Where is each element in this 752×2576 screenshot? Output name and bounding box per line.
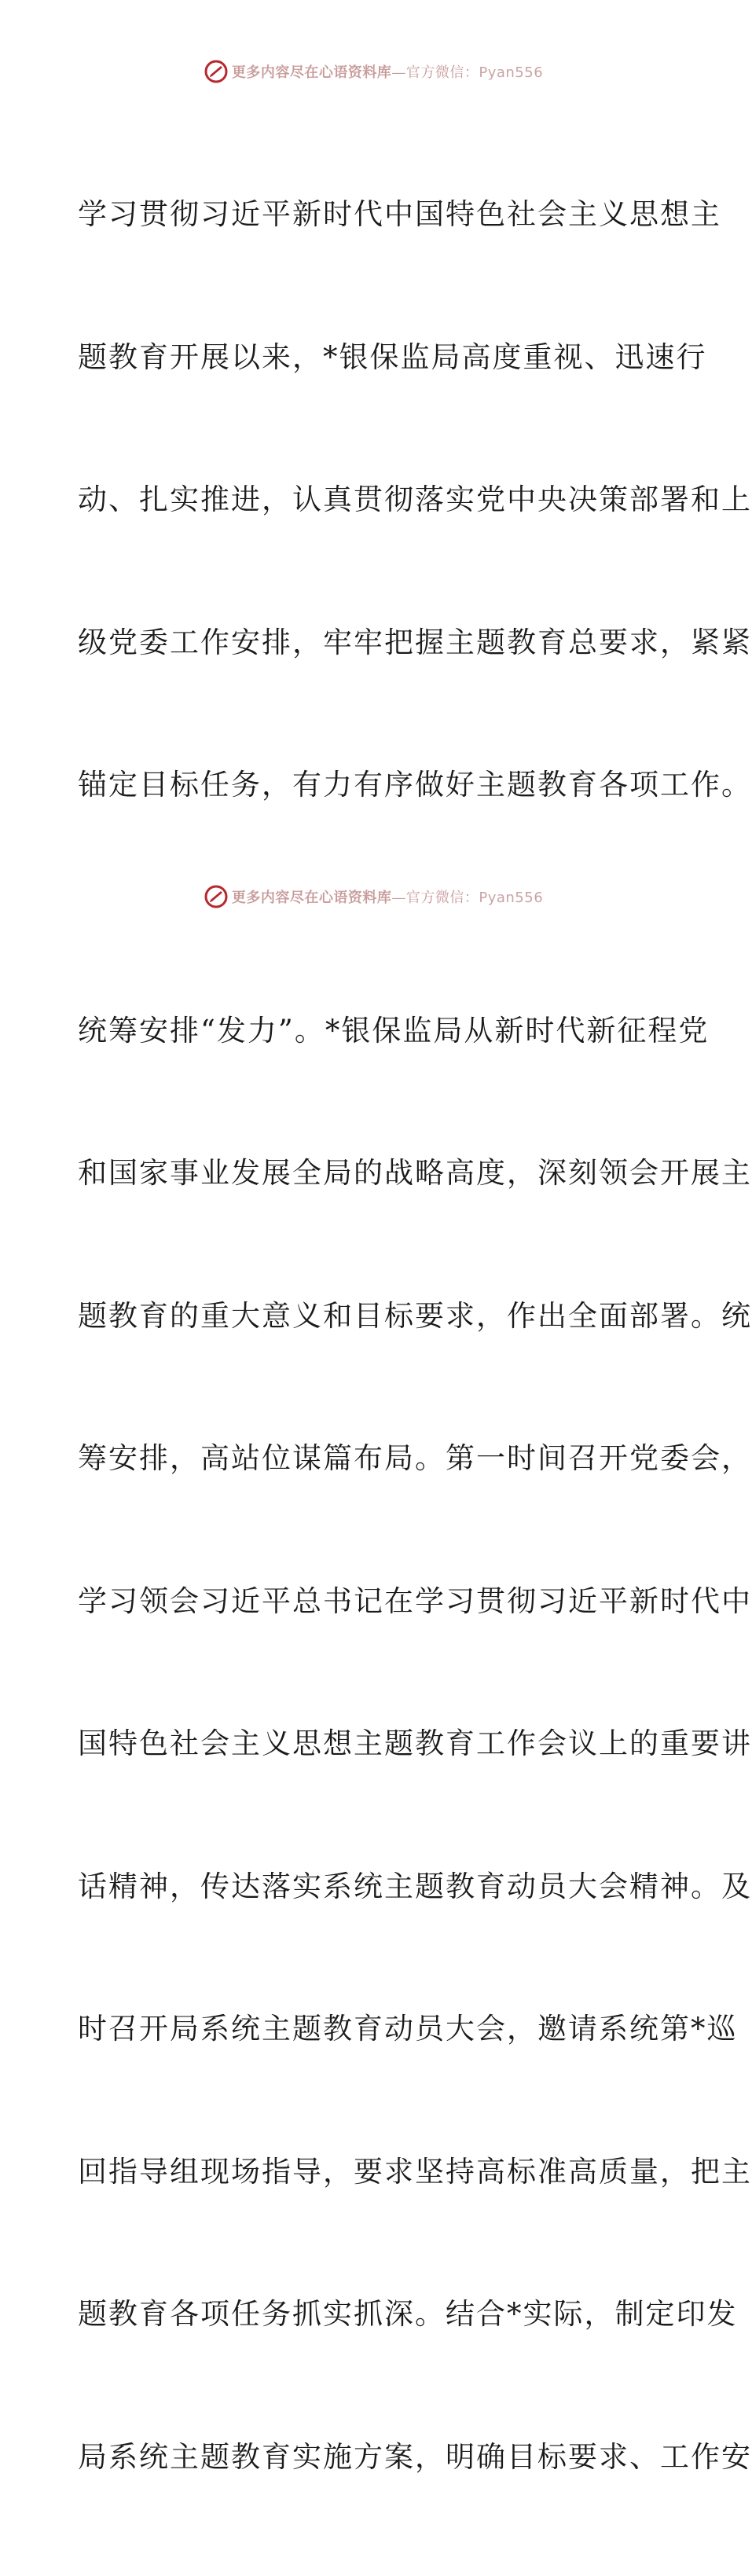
text-line: 题教育开展以来，*银保监局高度重视、迅速行 [78,334,675,382]
text-line: 动、扎实推进，认真贯彻落实党中央决策部署和上 [78,476,675,524]
text-line: 话精神，传达落实系统主题教育动员大会精神。及 [78,1863,675,1911]
text-line: 回指导组现场指导，要求坚持高标准高质量，把主 [78,2149,675,2196]
watermark-wechat-label: 官方微信： [406,64,479,81]
text-line: 锚定目标任务，有力有序做好主题教育各项工作。 [78,761,675,809]
text-line: 时召开局系统主题教育动员大会，邀请系统第*巡 [78,2005,675,2053]
text-line: 国特色社会主义思想主题教育工作会议上的重要讲 [78,1720,675,1768]
document-body [78,96,675,2576]
footer-watermark [0,881,746,912]
paragraph-1 [78,96,675,905]
watermark-wechat-label: 官方微信： [406,890,479,906]
watermark-dash: — [391,64,406,81]
text-line: 局系统主题教育实施方案，明确目标要求、工作安 [78,2434,675,2482]
paragraph-2 [78,912,675,2576]
text-line: 题教育各项任务抓实抓深。结合*实际，制定印发 [78,2291,675,2339]
watermark-site-text: 更多内容尽在心语资料库 [232,890,392,906]
text-line: 学习贯彻习近平新时代中国特色社会主义思想主 [78,191,675,239]
text-line: 统筹安排“发力”。*银保监局从新时代新征程党 [78,1007,675,1055]
text-line: 级党委工作安排，牢牢把握主题教育总要求，紧紧 [78,619,675,667]
watermark-text [232,61,543,82]
watermark-site-text: 更多内容尽在心语资料库 [232,64,392,81]
text-line: 题教育的重大意义和目标要求，作出全面部署。统 [78,1293,675,1341]
logo-icon [204,884,229,909]
watermark-dash: — [391,890,406,906]
watermark-wechat-id: Pyan556 [479,64,543,81]
text-line: 筹安排，高站位谋篇布局。第一时间召开党委会， [78,1435,675,1483]
header-watermark [0,56,746,87]
text-line: 和国家事业发展全局的战略高度，深刻领会开展主 [78,1150,675,1198]
watermark-wechat-id: Pyan556 [479,890,543,906]
logo-icon [204,59,229,84]
text-line: 学习领会习近平总书记在学习贯彻习近平新时代中 [78,1578,675,1626]
watermark-text [232,886,543,907]
